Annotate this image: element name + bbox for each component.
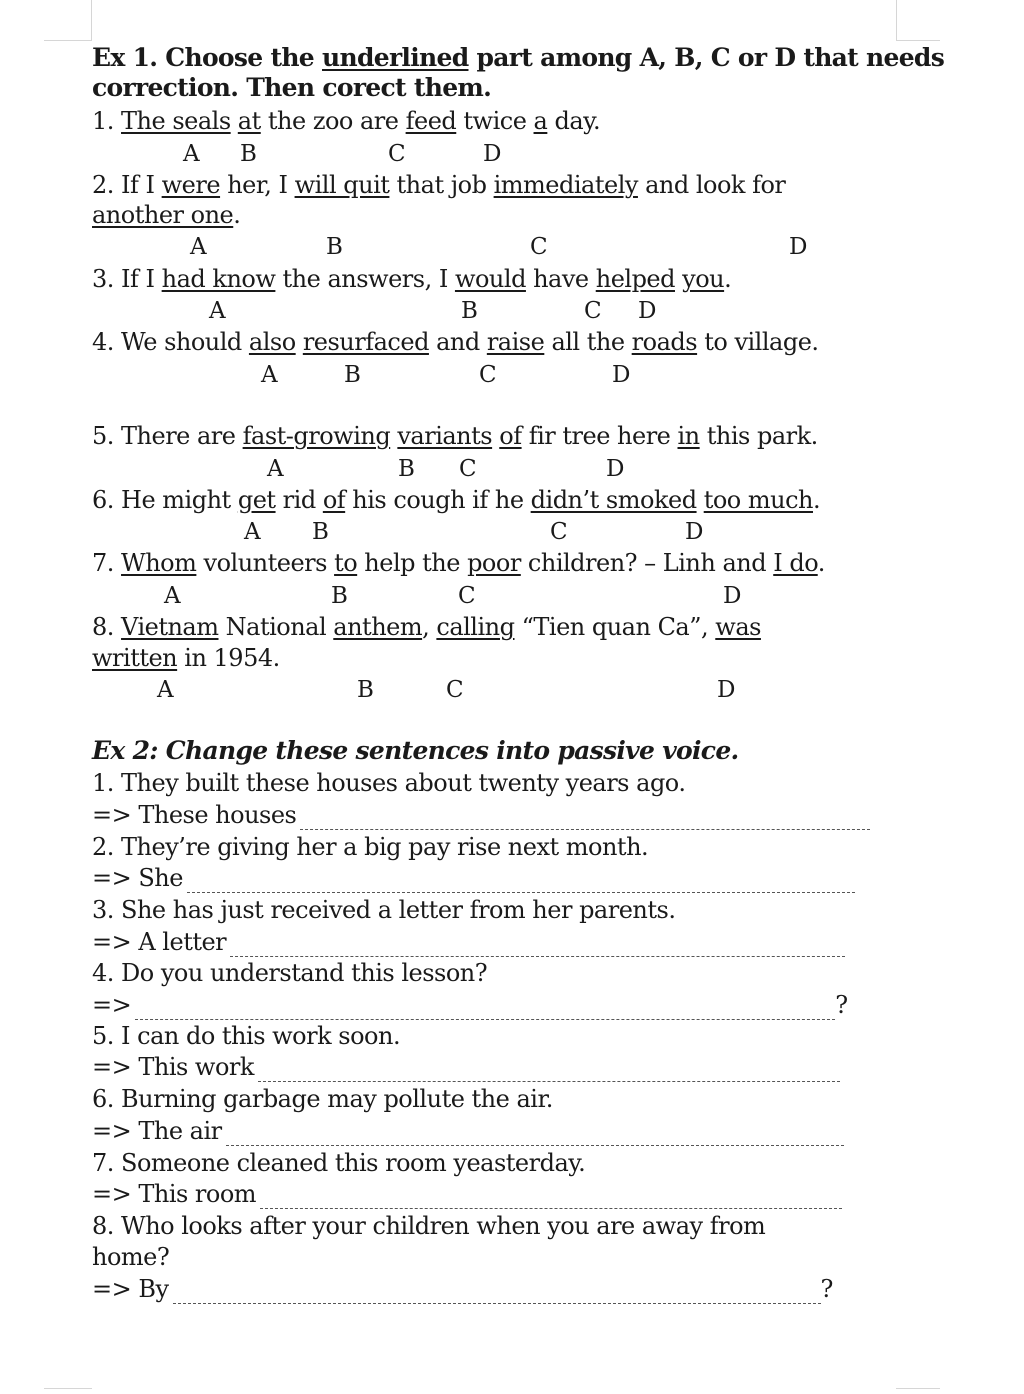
option-label: B [344,362,361,388]
option-label: A [190,234,207,260]
ex1-title-line1: Ex 1. Choose the underlined part among A, B, C or D that needs [92,43,945,72]
option-label: C [446,677,464,703]
answer-blank[interactable] [135,995,835,1020]
option-label: B [461,298,478,324]
option-label: B [312,519,329,545]
option-label: D [789,234,808,260]
answer-blank[interactable] [173,1279,821,1304]
ex2-question: 1. They built these houses about twenty years ago. [92,769,686,797]
option-label: D [612,362,631,388]
option-label: A [267,456,284,482]
option-label: A [244,519,261,545]
ex1-question: 5. There are fast-growing variants of fir tree here in this park. [92,422,818,450]
corner-mark [91,0,92,41]
option-label: A [183,141,200,167]
ex1-question: 6. He might get rid of his cough if he didn’t smoked too much. [92,486,821,514]
ex1-question: 4. We should also resurfaced and raise all the roads to village. [92,328,819,356]
ex2-answer-line: => These houses [92,800,870,830]
answer-blank[interactable] [260,1184,842,1209]
answer-blank[interactable] [187,868,855,893]
ex2-answer-line: => This work [92,1052,840,1082]
ex1-title-line2: correction. Then corect them. [92,73,492,102]
ex2-question: 6. Burning garbage may pollute the air. [92,1085,553,1113]
ex2-question: 2. They’re giving her a big pay rise next month. [92,833,649,861]
ex2-answer-line: => The air [92,1116,844,1146]
option-label: D [483,141,502,167]
corner-mark [44,1388,92,1389]
ex2-answer-line: => This room [92,1179,842,1209]
ex2-answer-line: => By ? [92,1275,833,1303]
ex1-question-cont: another one. [92,201,241,229]
option-label: B [326,234,343,260]
option-label: B [331,583,348,609]
ex2-question: 7. Someone cleaned this room yeasterday. [92,1149,586,1177]
corner-mark [896,0,897,41]
option-label: C [459,456,477,482]
answer-blank[interactable] [300,805,870,830]
answer-blank[interactable] [226,1121,844,1146]
option-label: C [388,141,406,167]
option-label: B [240,141,257,167]
ex2-question: 8. Who looks after your children when you are away from [92,1212,766,1240]
ex1-question-cont: written in 1954. [92,644,280,672]
option-label: C [530,234,548,260]
option-label: C [479,362,497,388]
answer-blank[interactable] [230,932,845,957]
ex2-title: Ex 2: Change these sentences into passive voice. [92,736,739,765]
corner-mark [896,1388,940,1389]
option-label: A [261,362,278,388]
ex2-question: 5. I can do this work soon. [92,1022,401,1050]
corner-mark [44,40,92,41]
option-label: D [638,298,657,324]
ex1-question: 8. Vietnam National anthem, calling “Tien quan Ca”, was [92,613,761,641]
option-label: D [723,583,742,609]
option-label: D [685,519,704,545]
ex1-question: 7. Whom volunteers to help the poor children? – Linh and I do. [92,549,825,577]
option-label: A [157,677,174,703]
ex1-question: 2. If I were her, I will quit that job immediately and look for [92,171,786,199]
ex1-question: 1. The seals at the zoo are feed twice a day. [92,107,601,135]
corner-mark [896,40,940,41]
option-label: A [209,298,226,324]
option-label: C [550,519,568,545]
ex2-question: 3. She has just received a letter from her parents. [92,896,676,924]
ex2-question: 4. Do you understand this lesson? [92,959,488,987]
ex2-answer-line: => She [92,863,855,893]
ex2-question-cont: home? [92,1243,170,1271]
option-label: B [357,677,374,703]
option-label: C [458,583,476,609]
ex2-answer-line: => ? [92,991,848,1019]
ex1-question: 3. If I had know the answers, I would have helped you. [92,265,732,293]
option-label: D [717,677,736,703]
option-label: A [164,583,181,609]
option-label: B [398,456,415,482]
ex2-answer-line: => A letter [92,927,845,957]
answer-blank[interactable] [258,1057,840,1082]
option-label: D [606,456,625,482]
option-label: C [584,298,602,324]
